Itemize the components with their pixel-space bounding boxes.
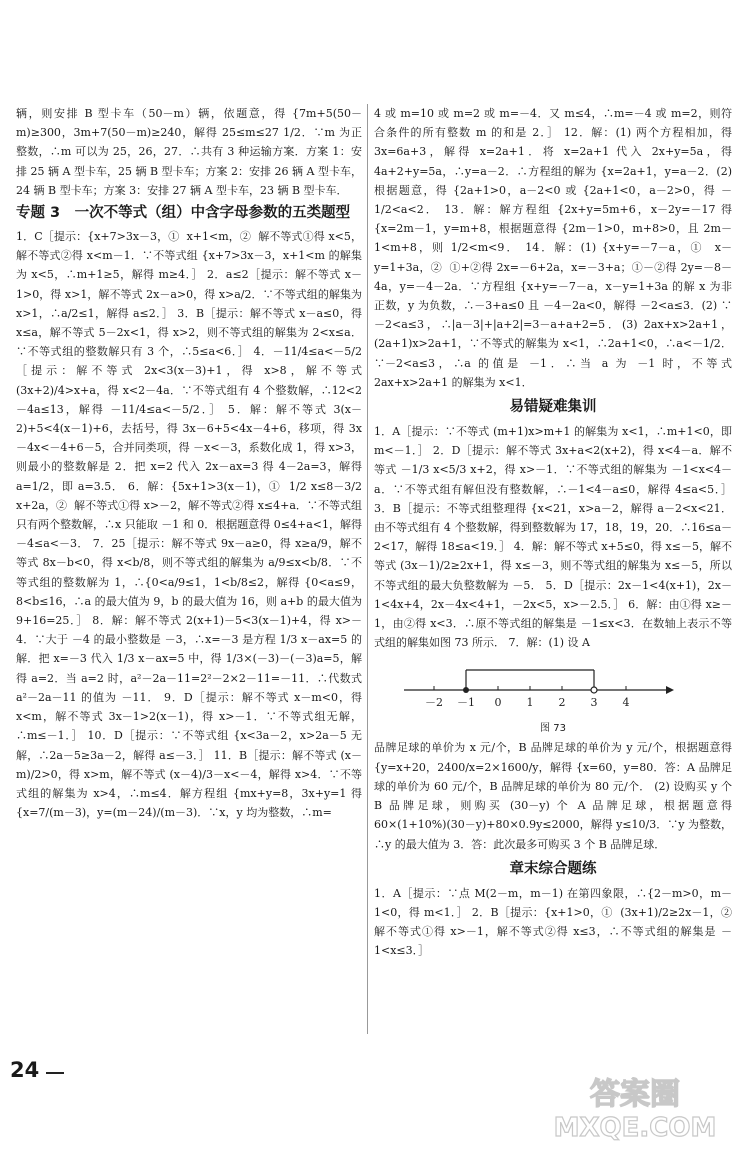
section-heading-zhangmo: 章末综合题练 [509,860,597,877]
axis-tick-label: －2 [425,696,443,710]
closed-endpoint-dot [463,687,469,693]
right-body-text-4: 1．A［提示：∵点 M(2－m，m－1) 在第四象限，∴{2－m>0，m－1<0，得 m<1．］ 2．B［提示：{x+1>0，① (3x+1)/2≥2x－1，② 解不等式①得 x>－1，解不等式②得 x≤3，∴不等式组的解集是 －1<x≤3．］ [374,886,739,958]
figure-caption: 图 73 [540,723,566,735]
open-endpoint-circle [591,687,597,693]
left-intro-text: 辆，则安排 B 型卡车（50－m）辆，依题意，得 {7m+5(50－m)≥300，3m+7(50－m)≥240，解得 25≤m≤27 1/2．∵m 为正整数，∴m 可以为 25，26，27．∴共有 3 种运输方案．方案 1：安排 25 辆 A 型卡车，25 辆 B 型卡车；方案 2：安排 26 辆 A 型卡车，24 辆 B 型卡车；方案 3：安排 27 辆 A 型卡车，23 辆 B 型卡车． [16,107,362,197]
right-body-text-2: 1．A［提示：∵不等式 (m+1)x>m+1 的解集为 x<1，∴m+1<0，即 m<－1．］ 2．D［提示：解不等式 3x+a<2(x+2)，得 x<4－a．解不等式 －1/3 x<5/3 x+2，得 x>－1．∵不等式组的解集为 －1<x<4－a．∵不等式组有解但没有整数解，∴－1<4－a≤0，解得 4≤a<5．］ 3．B［提示：不等式组整理得 {x<21，x>a－2，解得 a－2<x<21．由不等式组有 4 个整数解，得到整数解为 17，18，19，20．∴16≤a－2<17，解得 18≤a<19．］ 4．解：解不等式 x+5≤0，得 x≤－5，解不等式 (3x－1)/2≥2x+1，得 x≤－3，则不等式组的解集为 x≤－5，所以不等式组的最大负整数解为 －5． 5．D［提示：2x－1<4(x+1)，2x－1<4x+4，2x－4x<4+1，－2x<5，x>－2.5．］ 6．解：由①得 x≥－1，由②得 x<3．∴原不等式组的解集是 －1≤x<3．在数轴上表示不等式组的解集如图 73 所示． 7．解：(1) 设 A [374,425,736,650]
page-number-dash [46,1072,64,1074]
column-divider [367,104,368,1034]
number-line-figure [374,656,732,718]
axis-tick-label: 0 [494,696,502,710]
axis-tick-label: －1 [457,696,475,710]
left-body-text: 1．C［提示：{x+7>3x－3，① x+1<m，② 解不等式①得 x<5，解不等式②得 x<m－1．∵不等式组 {x+7>3x－3，x+1<m 的解集为 x<5，∴m+1≥5，解得 m≥4．］ 2．a≤2［提示：解不等式 x－1>0，得 x>1，解不等式 2x－a>0，得 x>a/2．∵不等式组的解集为 x>1，∴a/2≤1，解得 a≤2．］ 3．B［提示：解不等式 x－a≤0，得 x≤a，解不等式 5－2x<1，得 x>2，则不等式组的解集为 2<x≤a．∵不等式组的整数解只有 3 个，∴5≤a<6．］ 4．－11/4≤a<－5/2［提示：解不等式 2x<3(x－3)+1，得 x>8，解不等式 (3x+2)/4>x+a，得 x<2－4a．∵不等式组有 4 个整数解，∴12<2－4a≤13，解得 －11/4≤a<－5/2．］ 5．解：解不等式 3(x－2)+5<4(x－1)+6，去括号，得 3x－6+5<4x－4+6，移项，得 3x－4x<－4+6－5，合并同类项，得 －x<－3，系数化成 1，得 x>3，则最小的整数解是 2．把 x=2 代入 2x－ax=3 得 4－2a=3，解得 a=1/2，即 a=3.5． 6．解：{5x+1>3(x－1)，① 1/2 x≤8－3/2 x+2a，② 解不等式①得 x>－2，解不等式②得 x≤4+a．∵不等式组只有两个整数解，∴x 只能取 －1 和 0．根据题意得 0≤4+a<1，解得 －4≤a<－3． 7．25［提示：解不等式 9x－a≥0，得 x≥a/9，解不等式 8x－b<0，得 x<b/8，则不等式组的解集为 a/9≤x<b/8．∵不等式组的整数解为 1，∴{0<a/9≤1，1<b/8≤2，解得 {0<a≤9，8<b≤16，∴a 的最大值为 9，b 的最大值为 16，则 a+b 的最大值为 9+16=25．］ 8．解：解不等式 2(x+1)－5<3(x－1)+4，得 x>－4．∵大于 －4 的最小整数是 －3，∴x=－3 是方程 1/3 x－ax=5 的解．把 x=－3 代入 1/3 x－ax=5 中，得 1/3×(－3)－(－3)a=5，解得 a=2．当 a=2 时，a²－2a－11=2²－2×2－11=－11．∴代数式 a²－2a－11 的值为 －11． 9．D［提示：解不等式 x－m<0，得 x<m，解不等式 3x－1>2(x－1)，得 x>－1．∵不等式组无解，∴m≤－1．］ 10．D［提示：∵不等式组 {x<3a－2，x>2a－5 无解，∴2a－5≥3a－2，解得 a≤－3．］ 11．B［提示：解不等式 (x－m)/2>0，得 x>m，解不等式 (x－4)/3－x<－4，解得 x>4．∵不等式组的解集为 x>4，∴m≤4．解方程组 {mx+y=8，3x+y=1 得 {x=7/(m－3)，y=(m－24)/(m－3)．∵x，y 均为整数，∴m= [16,230,366,820]
page-number: 24 [10,1058,40,1082]
right-body-text-1: 4 或 m=10 或 m=2 或 m=－4．又 m≤4，∴m=－4 或 m=2，则符合条件的所有整数 m 的和是 2．］ 12．解：(1) 两个方程相加，得 3x=6a+3，解得 x=2a+1．将 x=2a+1 代入 2x+y=5a，得 4a+2+y=5a，∴y=a－2．∴方程组的解为 {x=2a+1，y=a－2．(2) 根据题意，得 {2a+1>0，a－2<0 或 {2a+1<0，a－2>0，得 －1/2<a<2． 13．解：解方程组 {2x+y=5m+6，x－2y=－17 得 {x=2m－1，y=m+8，根据题意得 {2m－1>0，m+8>0，且 2m－1<m+8，则 1/2<m<9． 14．解：(1) {x+y=－7－a，① x－y=1+3a，② ①+②得 2x=－6+2a，x=－3+a；①－②得 2y=－8－4a，y=－4－2a．∵方程组 {x+y=－7－a，x－y=1+3a 的解 x 为非正数，y 为负数，∴－3+a≤0 且 －4－2a<0，解得 －2<a≤3．(2) ∵－2<a≤3，∴|a－3|+|a+2|=3－a+a+2=5．(3) 2ax+x>2a+1，(2a+1)x>2a+1，∵不等式的解集为 x<1，∴2a+1<0，∴a<－1/2．∵－2<a≤3，∴a 的值是 －1．∴当 a 为 －1 时，不等式 2ax+x>2a+1 的解集为 x<1． [374,107,736,389]
section-heading-yicuo: 易错疑难集训 [509,399,597,416]
number-line-svg [374,656,732,718]
right-body-text-3: 品牌足球的单价为 x 元/个，B 品牌足球的单价为 y 元/个，根据题意得 {y=x+20，2400/x=2×1600/y，解得 {x=60，y=80．答：A 品牌足球的单价为 60 元/个，B 品牌足球的单价为 80 元/个． (2) 设购买 y 个 B 品牌足球，则购买 (30－y) 个 A 品牌足球，根据题意得 60×(1+10%)(30－y)+80×0.9y≤2000，解得 y≤10/3．∵y 为整数，∴y 的最大值为 3．答：此次最多可购买 3 个 B 品牌足球． [374,741,736,851]
axis-tick-label: 2 [558,696,566,710]
topic-heading: 专题 3 一次不等式（组）中含字母参数的五类题型 [16,205,351,222]
axis-tick-label: 3 [590,696,598,710]
right-column [374,104,739,1104]
left-column [16,104,366,1050]
axis-tick-label: 1 [526,696,534,710]
watermark-logo [530,1070,740,1144]
svg-text:答案圈: 答案圈 [590,1077,680,1112]
axis-tick-label: 4 [622,696,630,710]
svg-text:MXQE.COM: MXQE.COM [553,1113,717,1143]
axis-arrow-icon [666,686,674,694]
